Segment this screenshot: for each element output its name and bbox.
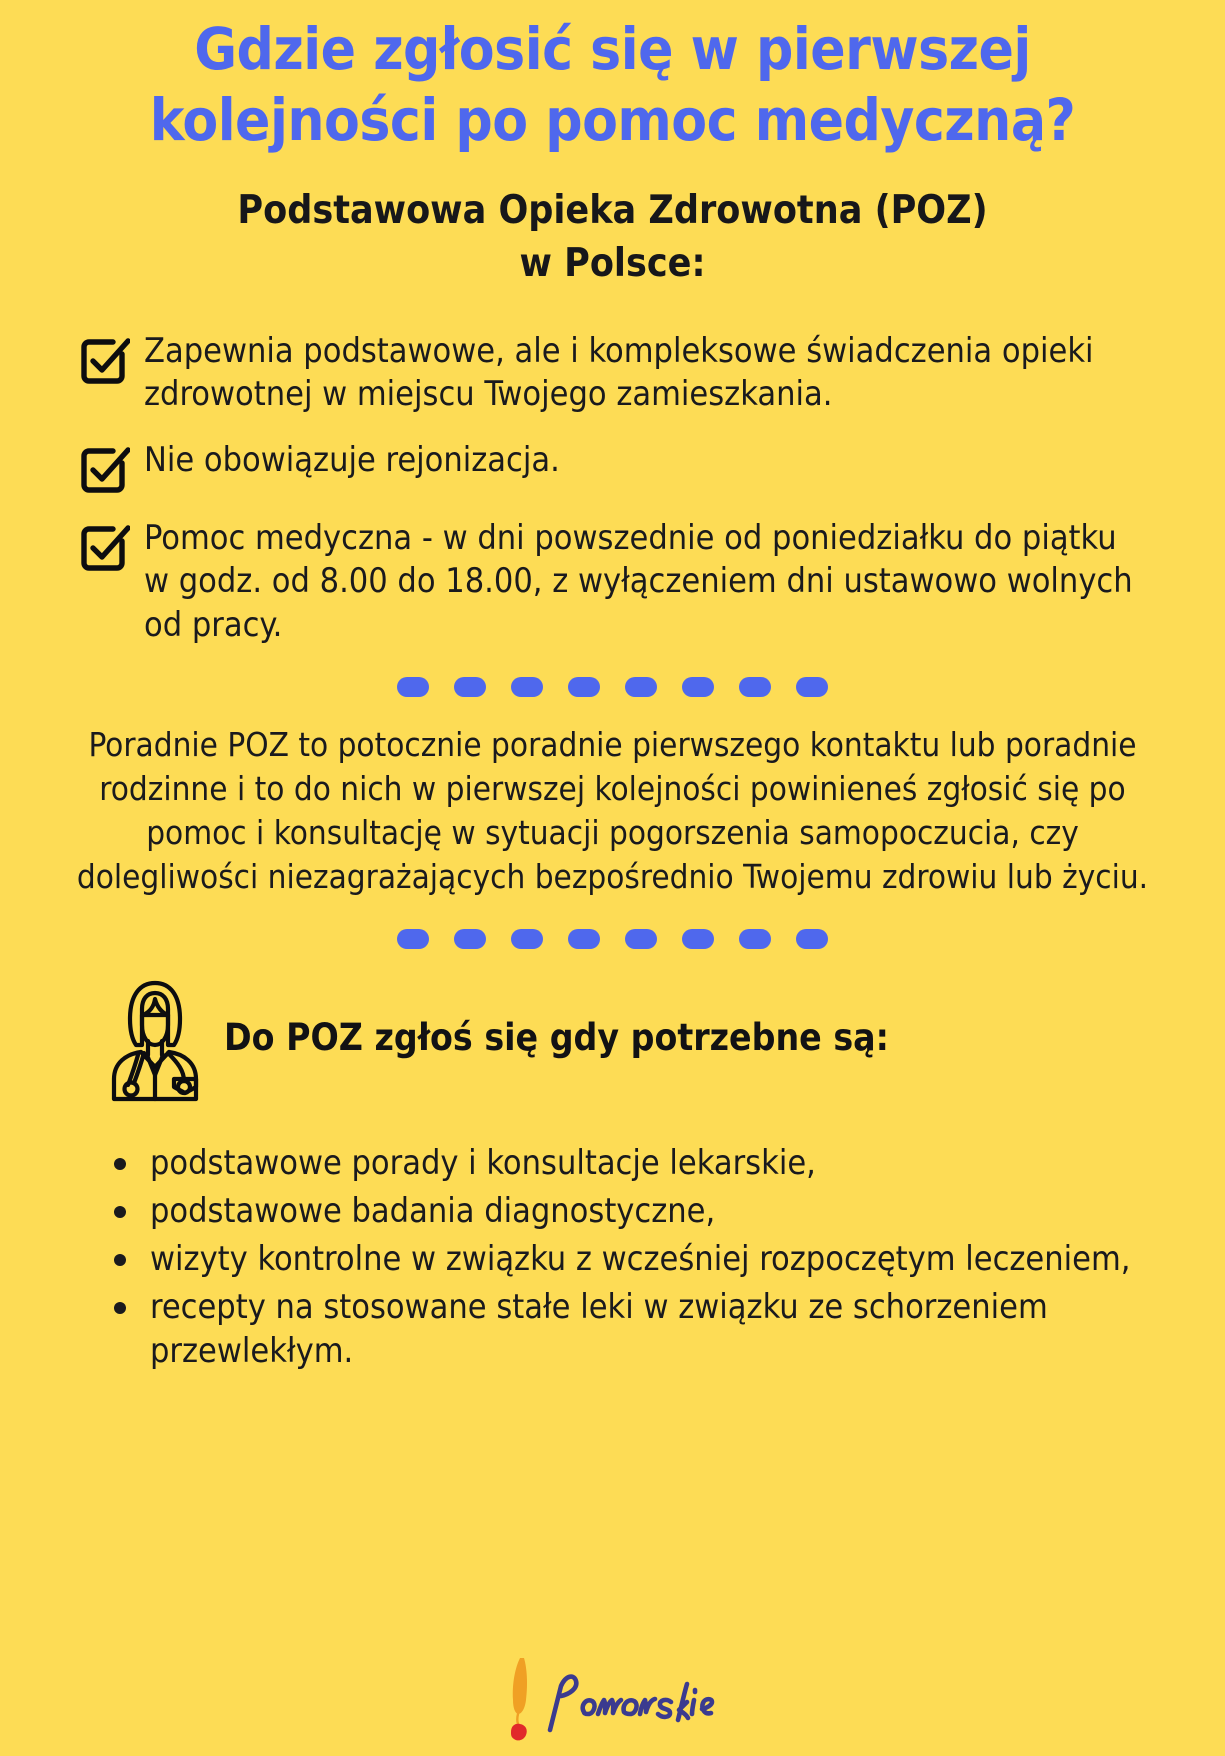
divider-dot bbox=[796, 677, 828, 697]
check-item-label: Zapewnia podstawowe, ale i kompleksowe świadczenia opieki zdrowotnej w miejscu Twojego zamieszkania. bbox=[144, 330, 1094, 415]
pomorskie-logo bbox=[0, 1650, 1225, 1750]
page-title: Gdzie zgłosić się w pierwszej kolejności po pomoc medyczną? bbox=[149, 15, 1076, 154]
intro-paragraph: Poradnie POZ to potocznie poradnie pierwszego kontaktu lub poradnie rodzinne i to do nich w pierwszej kolejności powinieneś zgłosić się po pomoc i konsultację w sytuacji pogorszenia samopoczucia, czy dolegliwości niezagrażających bezpośrednio Twojemu zdrowiu lub życiu. bbox=[76, 725, 1149, 896]
divider-dot bbox=[625, 929, 657, 949]
subtitle bbox=[60, 184, 1165, 290]
doctor-heading-label: Do POZ zgłoś się gdy potrzebne są: bbox=[224, 1016, 889, 1060]
divider-dot bbox=[625, 677, 657, 697]
divider-dot bbox=[568, 929, 600, 949]
list-item bbox=[78, 517, 1143, 648]
check-list bbox=[60, 330, 1165, 648]
divider-dot bbox=[796, 929, 828, 949]
divider-dot bbox=[739, 677, 771, 697]
divider-dot bbox=[511, 929, 543, 949]
divider-dot bbox=[397, 677, 429, 697]
list-item bbox=[78, 330, 1143, 417]
check-item-label: Pomoc medyczna - w dni powszednie od poniedziałku do piątku w godz. od 8.00 do 18.00, z wyłączeniem dni ustawowo wolnych od pracy. bbox=[144, 517, 1133, 645]
list-item: podstawowe badania diagnostyczne, bbox=[106, 1189, 1135, 1233]
divider-dot bbox=[568, 677, 600, 697]
list-item: podstawowe porady i konsultacje lekarskie, bbox=[106, 1141, 1135, 1185]
checkbox-checked-icon bbox=[78, 443, 130, 495]
divider-dot bbox=[397, 929, 429, 949]
divider-dot bbox=[682, 677, 714, 697]
subtitle-line-2: w Polsce: bbox=[519, 240, 706, 286]
checkbox-checked-icon bbox=[78, 334, 130, 386]
dot-divider-top bbox=[60, 677, 1165, 697]
divider-dot bbox=[511, 677, 543, 697]
list-item: recepty na stosowane stałe leki w związku ze schorzeniem przewlekłym. bbox=[106, 1285, 1135, 1373]
checkbox-checked-icon bbox=[78, 521, 130, 573]
divider-dot bbox=[682, 929, 714, 949]
list-item: wizyty kontrolne w związku z wcześniej rozpoczętym leczeniem, bbox=[106, 1237, 1135, 1281]
bullet-list bbox=[60, 1141, 1165, 1374]
divider-dot bbox=[454, 929, 486, 949]
check-item-label: Nie obowiązuje rejonizacja. bbox=[144, 439, 560, 480]
divider-dot bbox=[454, 677, 486, 697]
divider-dot bbox=[739, 929, 771, 949]
subtitle-line-1: Podstawowa Opieka Zdrowotna (POZ) bbox=[237, 187, 988, 233]
doctor-heading-block bbox=[100, 975, 1165, 1103]
dot-divider-bottom bbox=[60, 929, 1165, 949]
list-item bbox=[78, 439, 1143, 495]
doctor-icon bbox=[100, 975, 210, 1103]
